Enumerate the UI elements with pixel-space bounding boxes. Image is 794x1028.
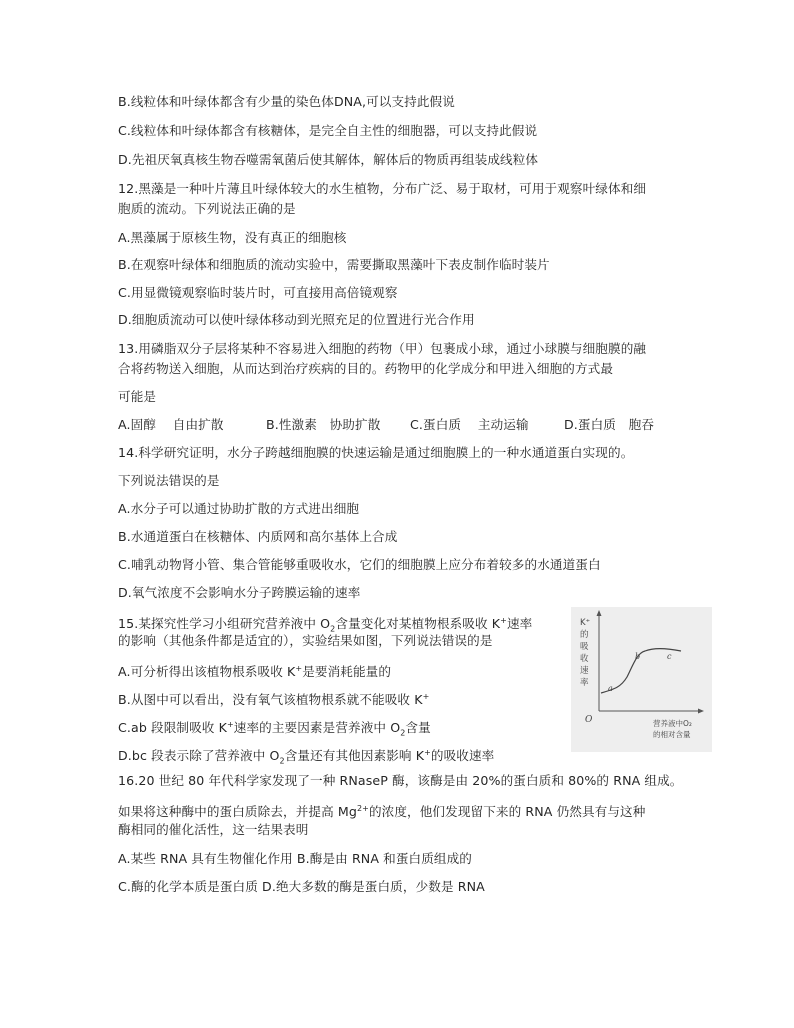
q13-option-d: D.蛋白质 胞吞 bbox=[564, 417, 655, 432]
figure-point-b: b bbox=[635, 652, 641, 661]
q15-d-4: + bbox=[424, 748, 431, 757]
q15-option-a bbox=[118, 660, 391, 681]
q14-stem-line-2: 下列说法错误的是 bbox=[118, 473, 220, 488]
figure-ylabel-line-4: 收 bbox=[580, 654, 589, 664]
q15-option-b bbox=[118, 688, 429, 709]
figure-ylabel-line-6: 率 bbox=[580, 678, 589, 688]
q12-option-a: A.黑藻属于原核生物，没有真正的细胞核 bbox=[118, 230, 347, 245]
figure-ylabel-line-5: 速 bbox=[580, 666, 589, 676]
q15-d-2: 2 bbox=[279, 756, 285, 766]
q11-option-d: D.先祖厌氧真核生物吞噬需氧菌后使其解体，解体后的物质再组装成线粒体 bbox=[118, 152, 539, 167]
q15-d-3: 含量还有其他因素影响 K bbox=[284, 748, 425, 764]
q13-option-b: B.性激素 协助扩散 bbox=[266, 417, 381, 432]
q14-option-c: C.哺乳动物肾小管、集合管能够重吸收水，它们的细胞膜上应分布着较多的水通道蛋白 bbox=[118, 557, 601, 572]
q15-stem-1b: 2 bbox=[330, 624, 336, 634]
figure-origin: O bbox=[585, 715, 593, 725]
q15-d-1: D.bc 段表示除了营养液中 O bbox=[118, 748, 280, 764]
q16-stem-2c: 的浓度，他们发现留下来的 RNA 仍然具有与这种 bbox=[368, 804, 646, 820]
q16-stem-line-3: 酶相同的催化活性，这一结果表明 bbox=[118, 822, 309, 837]
q15-figure bbox=[571, 607, 712, 752]
q12-option-b: B.在观察叶绿体和细胞质的流动实验中，需要撕取黑藻叶下表皮制作临时装片 bbox=[118, 257, 550, 272]
q13-stem-line-2: 合将药物送入细胞，从而达到治疗疾病的目的。药物甲的化学成分和甲进入细胞的方式最 bbox=[118, 361, 614, 376]
q15-c-1: C.ab 段限制吸收 K bbox=[118, 720, 227, 736]
q16-stem-line-1: 16.20 世纪 80 年代科学家发现了一种 RNaseP 酶，该酶是由 20%的蛋白质和 80%的 RNA 组成。 bbox=[118, 773, 683, 788]
q12-option-c: C.用显微镜观察临时装片时，可直接用高倍镜观察 bbox=[118, 285, 398, 300]
q15-a-1: A.可分析得出该植物根系吸收 K bbox=[118, 664, 296, 680]
q12-option-d: D.细胞质流动可以使叶绿体移动到光照充足的位置进行光合作用 bbox=[118, 312, 475, 327]
q15-d-5: 的吸收速率 bbox=[430, 748, 495, 764]
q13-stem-line-3: 可能是 bbox=[118, 389, 157, 404]
q15-stem-1e: 速率 bbox=[506, 616, 533, 632]
q14-option-b: B.水通道蛋白在核糖体、内质网和高尔基体上合成 bbox=[118, 529, 398, 544]
q15-stem-line-2: 的影响（其他条件都是适宜的），实验结果如图，下列说法错误的是 bbox=[118, 633, 493, 648]
q15-c-5: 含量 bbox=[405, 720, 431, 736]
q15-c-4: 2 bbox=[400, 728, 406, 738]
figure-xlabel-line-2: 的相对含量 bbox=[653, 730, 691, 739]
q15-a-2: + bbox=[295, 664, 303, 673]
q13-options-row bbox=[118, 416, 654, 434]
y-axis-arrow bbox=[597, 610, 602, 616]
q13-stem-line-1: 13.用磷脂双分子层将某种不容易进入细胞的药物（甲）包裹成小球，通过小球膜与细胞膜的融 bbox=[118, 341, 647, 356]
q15-stem-1c: 含量变化对某植物根系吸收 K bbox=[335, 616, 501, 632]
q15-option-c bbox=[118, 716, 431, 743]
q16-stem-2a: 如果将这种酶中的蛋白质除去，并提高 Mg bbox=[118, 804, 357, 820]
figure-ylabel-line-2: 的 bbox=[580, 630, 589, 640]
q13-option-a: A.固醇 自由扩散 bbox=[118, 417, 224, 432]
x-axis-arrow bbox=[698, 709, 704, 714]
q15-option-d bbox=[118, 744, 494, 771]
figure-ylabel-line-1: K⁺ bbox=[580, 618, 591, 628]
q16-options-cd: C.酶的化学本质是蛋白质 D.绝大多数的酶是蛋白质，少数是 RNA bbox=[118, 879, 485, 894]
q11-option-c: C.线粒体和叶绿体都含有核糖体，是完全自主性的细胞器，可以支持此假说 bbox=[118, 123, 538, 138]
figure-xlabel-line-1: 营养液中O₂ bbox=[653, 719, 692, 728]
figure-point-c: c bbox=[667, 652, 672, 661]
q15-b-1: B.从图中可以看出，没有氧气该植物根系就不能吸收 K bbox=[118, 692, 423, 708]
q14-stem-line-1: 14.科学研究证明，水分子跨越细胞膜的快速运输是通过细胞膜上的一种水通道蛋白实现的。 bbox=[118, 445, 634, 460]
q15-stem-1a: 15.某探究性学习小组研究营养液中 O bbox=[118, 616, 331, 632]
q12-stem-line-1: 12.黑藻是一种叶片薄且叶绿体较大的水生植物，分布广泛、易于取材，可用于观察叶绿体和细 bbox=[118, 181, 647, 196]
q16-stem-line-2 bbox=[118, 800, 645, 821]
q12-stem-line-2: 胞质的流动。下列说法正确的是 bbox=[118, 201, 296, 216]
figure-point-a: a bbox=[608, 684, 613, 693]
q15-stem-1d: + bbox=[500, 616, 507, 625]
q16-stem-2b: 2+ bbox=[356, 804, 369, 813]
q16-options-ab: A.某些 RNA 具有生物催化作用 B.酶是由 RNA 和蛋白质组成的 bbox=[118, 851, 473, 866]
q13-option-c: C.蛋白质 主动运输 bbox=[410, 417, 529, 432]
q15-c-3: 速率的主要因素是营养液中 O bbox=[233, 720, 401, 736]
q15-a-3: 是要消耗能量的 bbox=[302, 664, 392, 680]
q14-option-a: A.水分子可以通过协助扩散的方式进出细胞 bbox=[118, 501, 360, 516]
q15-b-2: + bbox=[422, 692, 430, 701]
figure-ylabel-line-3: 吸 bbox=[580, 642, 589, 652]
q11-option-b: B.线粒体和叶绿体都含有少量的染色体DNA,可以支持此假说 bbox=[118, 94, 455, 109]
q15-graph bbox=[571, 607, 712, 752]
q14-option-d: D.氧气浓度不会影响水分子跨膜运输的速率 bbox=[118, 585, 361, 600]
q15-c-2: + bbox=[226, 720, 234, 729]
